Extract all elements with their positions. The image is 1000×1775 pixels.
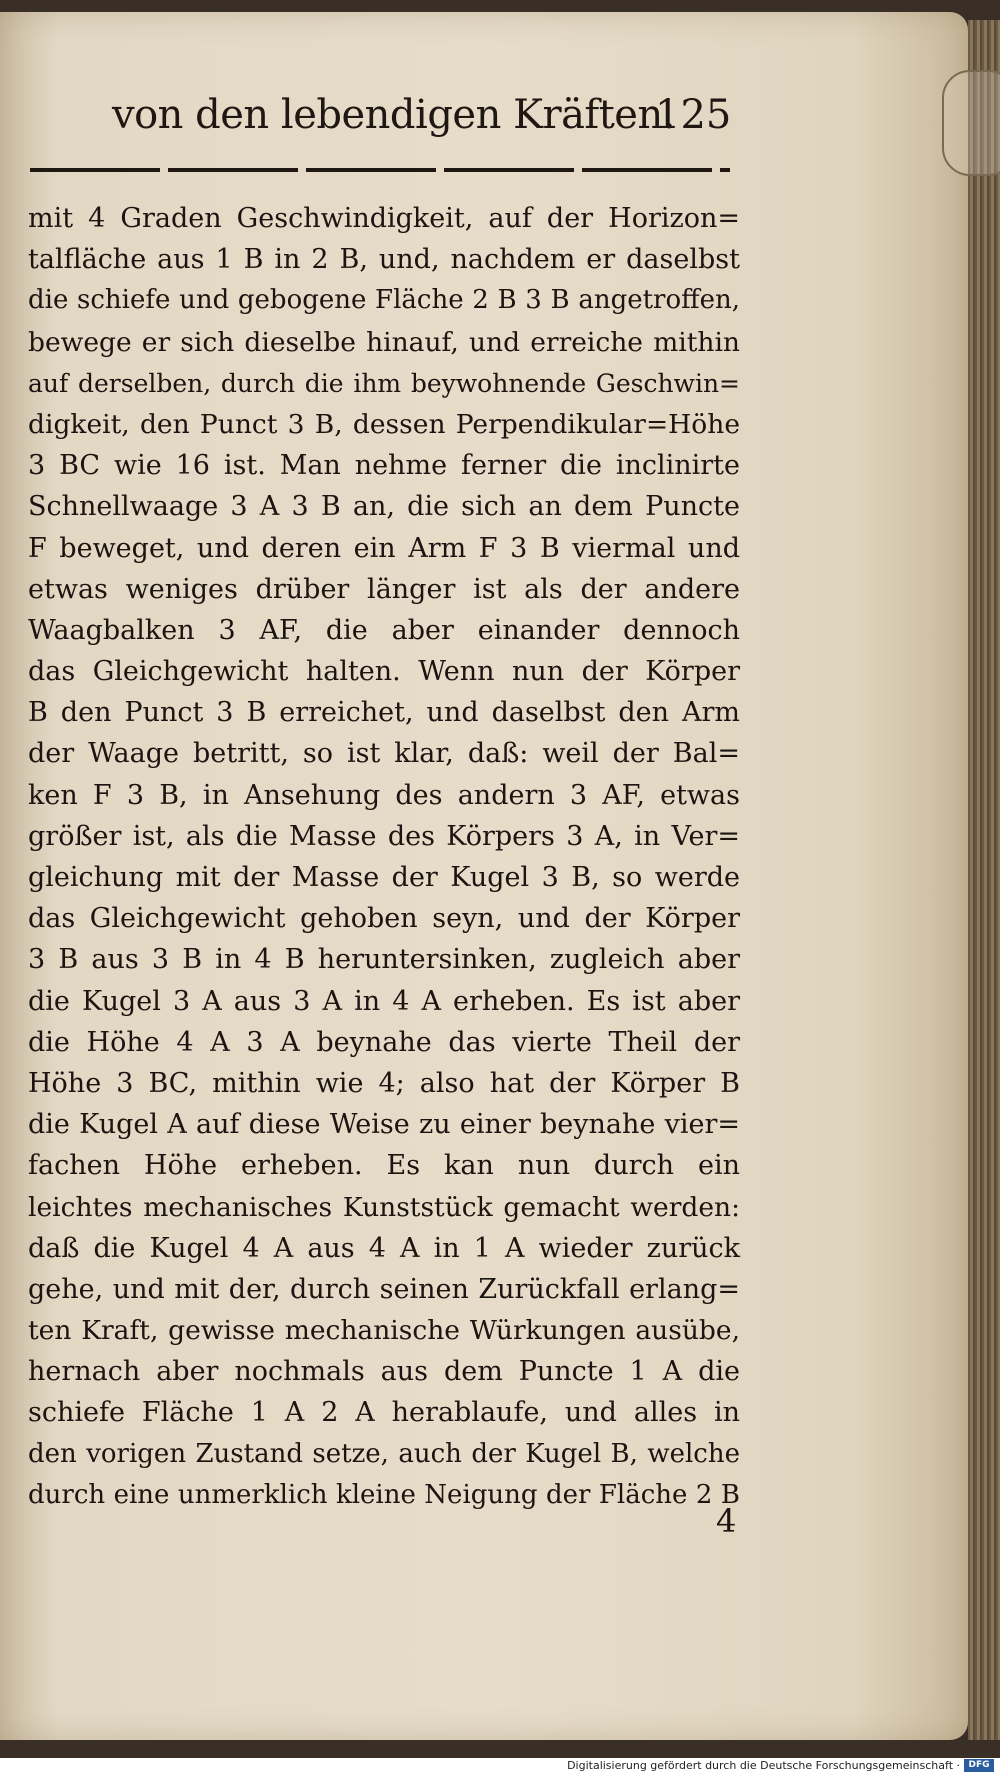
text-line: das Gleichgewicht halten. Wenn nun der Körper: [28, 656, 740, 688]
running-title: von den lebendigen Kräften.: [112, 92, 675, 138]
text-line: der Waage betritt, so ist klar, daß: weil der Bal=: [28, 738, 740, 770]
text-line: Schnellwaage 3 A 3 B an, die sich an dem Puncte: [28, 491, 740, 523]
text-line: ten Kraft, gewisse mechanische Würkungen ausübe,: [28, 1315, 740, 1347]
text-line: größer ist, als die Masse des Körpers 3 A, in Ver=: [28, 820, 740, 852]
text-line: talfläche aus 1 B in 2 B, und, nachdem er daselbst: [28, 244, 740, 276]
text-line: die Höhe 4 A 3 A beynahe das vierte Theil der: [28, 1026, 740, 1058]
text-line: das Gleichgewicht gehoben seyn, und der Körper: [28, 903, 740, 935]
page-number: 125: [655, 92, 732, 138]
text-line: Waagbalken 3 AF, die aber einander dennoch: [28, 614, 740, 646]
text-line: den vorigen Zustand setze, auch der Kugel B, welche: [28, 1438, 740, 1469]
text-line: bewege er sich dieselbe hinauf, und erreiche mithin: [28, 326, 740, 358]
header-rule: [30, 168, 730, 172]
text-line: etwas weniges drüber länger ist als der andere: [28, 573, 740, 605]
text-line: F beweget, und deren ein Arm F 3 B viermal und: [28, 532, 740, 564]
text-line: leichtes mechanisches Kunststück gemacht werden:: [28, 1191, 740, 1223]
text-line: B den Punct 3 B erreichet, und daselbst den Arm: [28, 697, 740, 729]
page-tab-marker: [942, 70, 1000, 176]
dfg-logo: DFG: [964, 1759, 994, 1772]
body-text: [28, 198, 740, 1516]
text-line: fachen Höhe erheben. Es kan nun durch ein: [28, 1150, 740, 1182]
text-line: Höhe 3 BC, mithin wie 4; also hat der Körper B: [28, 1067, 740, 1099]
text-line: daß die Kugel 4 A aus 4 A in 1 A wieder zurück: [28, 1232, 740, 1264]
page-header: [100, 92, 740, 152]
text-line: schiefe Fläche 1 A 2 A herablaufe, und alles in: [28, 1397, 740, 1429]
catchword: 4: [716, 1502, 737, 1540]
text-line: durch eine unmerklich kleine Neigung der Fläche 2 B: [28, 1479, 740, 1510]
text-line: gleichung mit der Masse der Kugel 3 B, so werde: [28, 862, 740, 893]
text-line: die Kugel 3 A aus 3 A in 4 A erheben. Es ist aber: [28, 985, 740, 1017]
text-line: 3 BC wie 16 ist. Man nehme ferner die inclinirte: [28, 450, 740, 482]
page-edge-stack: [968, 20, 1000, 1740]
text-line: ken F 3 B, in Ansehung des andern 3 AF, etwas: [28, 779, 740, 811]
text-line: hernach aber nochmals aus dem Puncte 1 A die: [28, 1356, 740, 1388]
text-line: die Kugel A auf diese Weise zu einer beynahe vier=: [28, 1109, 740, 1141]
text-line: gehe, und mit der, durch seinen Zurückfall erlang=: [28, 1273, 740, 1305]
text-line: digkeit, den Punct 3 B, dessen Perpendikular=Höhe: [28, 408, 740, 440]
funding-note: Digitalisierung gefördert durch die Deutsche Forschungsgemeinschaft ·: [567, 1759, 960, 1772]
text-line: auf derselben, durch die ihm beywohnende Geschwin=: [28, 368, 740, 398]
text-line: die schiefe und gebogene Fläche 2 B 3 B angetroffen,: [28, 285, 740, 316]
text-line: mit 4 Graden Geschwindigkeit, auf der Horizon=: [28, 203, 740, 234]
text-line: 3 B aus 3 B in 4 B heruntersinken, zugleich aber: [28, 944, 740, 976]
